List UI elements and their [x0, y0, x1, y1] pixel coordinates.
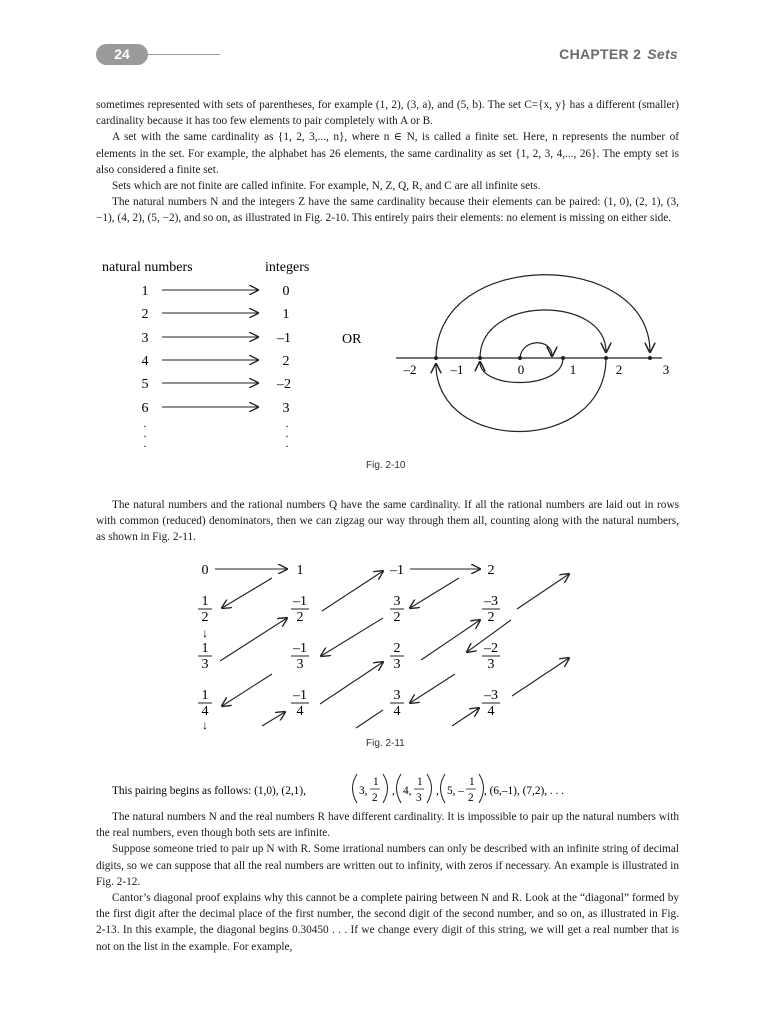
intro-text: [96, 97, 679, 227]
figure-2-11: [0, 556, 771, 736]
numerator: –1: [293, 688, 307, 703]
fraction-bars: [198, 609, 500, 703]
spiral-number-line: [396, 275, 662, 432]
numerator: –3: [484, 688, 498, 703]
ellipsis-dots: [143, 419, 289, 453]
natural-value: 1: [141, 284, 149, 299]
dot: ·: [285, 429, 289, 443]
denominator: 2: [296, 610, 304, 625]
numerator: –2: [484, 641, 498, 656]
zigzag-tail: [356, 710, 383, 728]
paragraph: Sets which are not finite are called infinite. For example, N, Z, Q, R, and C are all infinite sets.: [112, 180, 541, 193]
right-paren: [383, 774, 388, 803]
tuple-numerator: 1: [469, 776, 475, 788]
paragraph: sometimes represented with sets of parentheses, for example (1, 2), (3, a), and (5, b). The set C={x, y} has a different (smaller) cardinality because it has too few elements to pair completely with A or B.: [96, 99, 679, 128]
paragraph: The natural numbers N and the integers Z have the same cardinality because their elements can be paired: (1, 0), (2, 1), (3, −1), (4, 2), (5, −2), and so on, as illustrated in Fig. 2-10. This entirely pairs their elements: no element is missing on either side.: [96, 196, 679, 225]
rational-value: 2: [487, 563, 495, 578]
numerator: –1: [293, 594, 307, 609]
rational-value: 1: [296, 563, 304, 578]
reals-text: [96, 809, 679, 955]
pairing-arrows: [162, 290, 258, 407]
paragraph: Suppose someone tried to pair up N with R. Some irrational numbers can only be described with an infinite string of decimal digits, so we can suppose that all the real numbers are written out to infinity, with zeros if necessary. An example is illustrated in Fig. 2-12.: [96, 843, 679, 888]
denominator: 4: [393, 704, 401, 719]
denominator: 3: [201, 657, 209, 672]
dot: ·: [143, 429, 147, 443]
natural-value: 5: [141, 377, 149, 392]
natural-numbers-header: natural numbers: [102, 260, 193, 275]
axis-label: 3: [662, 362, 670, 377]
tuple-denominator: 3: [416, 792, 422, 804]
numerator: 2: [393, 641, 401, 656]
zigzag-arrows: [215, 569, 569, 726]
integer-value: –1: [277, 331, 291, 346]
natural-value: 2: [141, 307, 149, 322]
integer-column: [276, 284, 291, 416]
paragraph: Cantor’s diagonal proof explains why this cannot be a complete pairing between N and R. Look at the “diagonal” formed by the first digit after the decimal place of the first number, the second digit of the second number, and so on, as illustrated in Fig. 2-13. In this example, the diagonal begins 0.30450 . . . If we change every digit of this string, we will get a real number that is not on the list in the example. For example,: [96, 892, 679, 953]
integer-value: 3: [282, 401, 290, 416]
denominator: 3: [487, 657, 495, 672]
paragraph: A set with the same cardinality as {1, 2, 3,..., n}, where n ∈ N, is called a finite set. Here, n represents the number of elements in the set. For example, the alphabet has 26 elements, the same cardinality as set {1, 2, 3, 4,..., 26}. The empty set is also considered a finite set.: [96, 131, 679, 176]
denominator: 2: [201, 610, 209, 625]
numerator: –3: [484, 594, 498, 609]
right-paren: [427, 774, 432, 803]
figure-2-10-caption: Fig. 2-10: [366, 460, 406, 471]
left-paren: [353, 774, 358, 803]
comma: ,: [392, 785, 395, 797]
denominator: 4: [296, 704, 304, 719]
pairing-equation: [112, 770, 712, 806]
dot: ·: [285, 419, 289, 433]
numerator: –1: [293, 641, 307, 656]
tuple-numerator: 1: [417, 776, 423, 788]
denominator: 4: [201, 704, 209, 719]
tuple-denominator: 2: [372, 792, 378, 804]
figure-2-10: [0, 250, 771, 460]
natural-value: 3: [141, 331, 149, 346]
denominator: 3: [393, 657, 401, 672]
or-label: OR: [342, 332, 362, 347]
tuple-whole: 3,: [359, 785, 368, 797]
integer-value: 2: [282, 354, 290, 369]
tuple-numerator: 1: [373, 776, 379, 788]
dot: ·: [285, 439, 289, 453]
header-rule: [148, 54, 220, 55]
left-paren: [441, 774, 446, 803]
numerator: 1: [201, 641, 209, 656]
axis-label: –2: [403, 362, 417, 377]
integer-value: –2: [277, 377, 291, 392]
denominator: 4: [487, 704, 495, 719]
comma: ,: [436, 785, 439, 797]
axis-label: –1: [450, 362, 464, 377]
paragraph: The natural numbers N and the real numbers R have different cardinality. It is impossible to pair up the natural numbers with the real numbers, even though both sets are infinite.: [96, 811, 679, 840]
integer-value: 0: [282, 284, 290, 299]
pairing-tail: , (6,–1), (7,2), . . .: [484, 785, 565, 797]
numerator: 3: [393, 688, 401, 703]
denominator: 3: [296, 657, 304, 672]
natural-value: 4: [141, 354, 149, 369]
tuple-whole: 4,: [403, 785, 412, 797]
chapter-label: CHAPTER 2: [559, 46, 642, 62]
down-arrow-icon: ↓: [202, 626, 208, 640]
paragraph: The natural numbers and the rational numbers Q have the same cardinality. If all the rational numbers are laid out in rows with common (reduced) denominators, then we can zigzag our way through them all, counting along with the natural numbers, as shown in Fig. 2-11.: [96, 499, 679, 544]
page-number: 24: [96, 44, 148, 65]
running-header: [559, 46, 678, 62]
numerator: 1: [201, 594, 209, 609]
rational-value: 0: [201, 563, 209, 578]
down-arrow-icon: ↓: [202, 718, 208, 732]
rationals-text: [96, 497, 679, 546]
axis-label: 1: [569, 362, 577, 377]
tuple-denominator: 2: [468, 792, 474, 804]
dot: ·: [143, 439, 147, 453]
pairing-lead: This pairing begins as follows: (1,0), (2,1),: [112, 785, 306, 797]
integer-value: 1: [282, 307, 290, 322]
tuple-whole: 5, –: [447, 785, 464, 797]
denominator: 2: [487, 610, 495, 625]
natural-value: 6: [141, 401, 149, 416]
figure-2-11-caption: Fig. 2-11: [366, 738, 405, 749]
axis-label: 0: [517, 362, 525, 377]
axis-label: 2: [615, 362, 623, 377]
natural-column: [142, 284, 149, 416]
dot: ·: [143, 419, 147, 433]
integers-header: integers: [265, 260, 310, 275]
denominator: 2: [393, 610, 401, 625]
left-paren: [397, 774, 402, 803]
numerator: 3: [393, 594, 401, 609]
numerator: 1: [201, 688, 209, 703]
chapter-title: Sets: [647, 46, 678, 62]
axis-labels: [403, 362, 670, 377]
rational-value: –1: [390, 563, 404, 578]
right-paren: [479, 774, 484, 803]
